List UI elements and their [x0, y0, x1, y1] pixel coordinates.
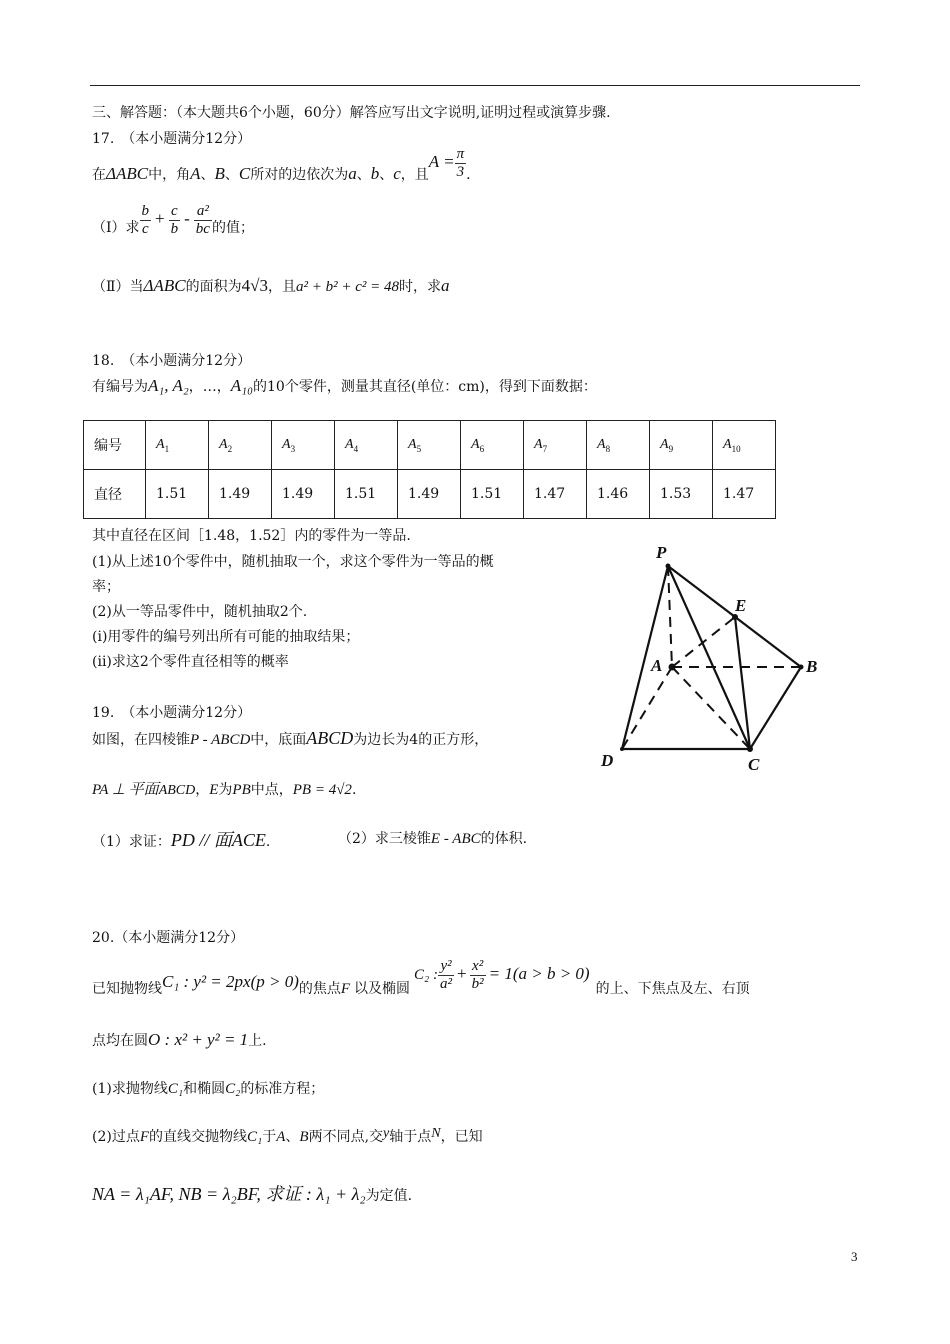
q17-text: 、 — [356, 167, 371, 183]
q20-text: 的标准方程； — [240, 1081, 325, 1097]
q20-curve: C₁ — [247, 1129, 263, 1145]
vertex-A — [669, 664, 676, 671]
q19-text: （2）求三棱锥 — [338, 831, 431, 847]
q17-var: a — [348, 164, 357, 183]
hidden-edge-PA — [668, 566, 672, 667]
q20-part1 — [92, 1078, 324, 1098]
fraction-denominator: b — [170, 220, 179, 237]
label-A: A — [651, 656, 663, 675]
edge-CB — [750, 667, 801, 749]
label-P: P — [656, 543, 667, 562]
q19-pyramid: P - ABCD — [190, 732, 251, 748]
q19-text: 中，底面 — [250, 732, 307, 748]
q19-segment: PB — [232, 782, 251, 798]
q17-angle-lhs: A = — [428, 152, 455, 171]
q17-text: 、 — [200, 167, 215, 183]
parts-table — [83, 420, 776, 519]
q17-var: b — [370, 164, 380, 183]
hidden-edge-AD — [622, 667, 672, 749]
table-cell: $A_1$ — [146, 421, 209, 470]
q18-text: ，…， — [188, 379, 231, 395]
q20-var: N — [431, 1126, 441, 1141]
table-cell: 1.49 — [209, 470, 272, 519]
label-D: D — [601, 751, 614, 770]
table-cell: $A_5$ — [398, 421, 461, 470]
q20-text: 于 — [262, 1129, 277, 1145]
table-header-cell: 直径 — [84, 470, 146, 519]
q19-var: E — [209, 782, 219, 798]
q20-text: 点均在圆 — [92, 1033, 148, 1049]
q20-line2 — [92, 1030, 267, 1050]
q19-plane: ABCD — [158, 783, 196, 798]
q20-text: 和椭圆 — [183, 1081, 226, 1097]
q17-text: 中，角 — [148, 167, 191, 183]
q20-circle: O : x² + y² = 1 — [148, 1030, 249, 1049]
table-cell: 1.49 — [272, 470, 335, 519]
q20-text: 的焦点 — [298, 981, 341, 997]
q19-base: ABCD — [306, 728, 354, 748]
q19-question1 — [92, 826, 270, 852]
table-cell: $A_3$ — [272, 421, 335, 470]
q20-var: A — [276, 1129, 286, 1145]
table-cell: $A_2$ — [209, 421, 272, 470]
table-row — [84, 470, 776, 519]
q18-text: 有编号为 — [92, 379, 148, 395]
fraction-numerator: x² — [470, 958, 486, 976]
q19-line2 — [92, 778, 356, 799]
table-cell: 1.47 — [524, 470, 587, 519]
header-rule — [90, 85, 860, 86]
pyramid-figure — [590, 540, 830, 780]
q20-text: 两不同点,交 — [308, 1129, 384, 1145]
q17-var: a — [440, 276, 450, 295]
q20-text: 的直线交抛物线 — [149, 1129, 248, 1145]
plus-sign: + — [155, 209, 165, 228]
table-cell: 1.47 — [713, 470, 776, 519]
label-B: B — [806, 657, 818, 676]
q17-condition: a² + b² + c² = 48 — [295, 279, 399, 295]
table-cell: 1.51 — [461, 470, 524, 519]
hidden-edge-AC — [672, 667, 750, 749]
q17-text: 时，求 — [398, 279, 441, 295]
table-cell: $A_8$ — [587, 421, 650, 470]
q17-part2 — [92, 276, 449, 296]
q18-intro — [92, 376, 597, 396]
fraction-numerator: b — [141, 202, 150, 219]
q20-ellipse-rhs: = 1(a > b > 0) — [488, 964, 590, 983]
q18-parts-list: A₁, A₂ — [148, 376, 189, 395]
q20-ratio-expression: NA = λ₁AF, NB = λ₂BF, 求证 : λ₁ + λ₂ — [92, 1184, 366, 1204]
q20-ellipse-label: C₂ : — [414, 967, 439, 983]
section-heading: 三、解答题：（本大题共6个小题，60分）解答应写出文字说明,证明过程或演算步骤. — [92, 105, 611, 121]
q17-part1-label: （Ⅰ）求 — [92, 220, 140, 236]
q17-triangle: ΔABC — [143, 276, 186, 295]
fraction-numerator: π — [456, 145, 465, 162]
q20-text: 轴于点 — [389, 1129, 432, 1145]
fraction-numerator: c — [169, 203, 181, 221]
q17-text: . — [466, 167, 471, 183]
hidden-edge-AE — [672, 617, 735, 667]
q18-part2: (2)从一等品零件中，随机抽取2个. — [92, 604, 308, 620]
q20-title: 20.（本小题满分12分） — [92, 930, 245, 946]
edge-PC — [668, 566, 750, 749]
q17-part1 — [92, 202, 254, 252]
q17-angle-fraction — [455, 146, 467, 181]
table-cell: $A_6$ — [461, 421, 524, 470]
q20-text: 上. — [248, 1033, 267, 1049]
q18-title: 18. （本小题满分12分） — [92, 353, 252, 369]
q19-text: . — [265, 834, 271, 850]
q19-text: . — [351, 782, 357, 798]
q17-text: 在 — [92, 167, 106, 183]
plus-sign: + — [457, 964, 467, 983]
q19-title: 19. （本小题满分12分） — [92, 705, 252, 721]
q20-part3 — [92, 1180, 412, 1206]
table-cell: 1.51 — [335, 470, 398, 519]
q17-text: ，且 — [267, 279, 296, 295]
q19-text: 为 — [218, 782, 233, 798]
vertex-B — [799, 665, 804, 670]
table-cell: $A_9$ — [650, 421, 713, 470]
fraction-denominator: bc — [195, 220, 210, 237]
q19-parallel: PD // 面ACE — [170, 830, 266, 850]
minus-sign: - — [184, 209, 190, 228]
table-cell: $A_{10}$ — [713, 421, 776, 470]
q19-question2 — [338, 828, 527, 848]
q20-var: F — [340, 981, 351, 997]
fraction-denominator: a² — [440, 975, 453, 992]
q17-text: ，且 — [400, 167, 429, 183]
q18-part1: (1)从上述10个零件中，随机抽取一个，求这个零件为一等品的概 — [92, 554, 494, 570]
q17-part1-suffix: 的值； — [211, 220, 254, 236]
page-number: 3 — [851, 1249, 858, 1264]
vertex-P — [666, 564, 671, 569]
fraction-numerator: a² — [194, 203, 212, 221]
table-cell: $A_7$ — [524, 421, 587, 470]
q17-title: 17. （本小题满分12分） — [92, 131, 252, 147]
vertex-D — [620, 747, 624, 751]
q17-var: C — [238, 164, 251, 183]
fraction-numerator: y² — [438, 958, 454, 976]
table-cell: 1.53 — [650, 470, 713, 519]
q17-triangle: ΔABC — [106, 164, 149, 183]
fraction-c-over-b — [169, 203, 181, 238]
q20-text: 为定值. — [365, 1188, 413, 1204]
label-E: E — [735, 596, 747, 615]
q20-var: B — [299, 1129, 309, 1145]
q19-length: PB = 4√2 — [292, 782, 352, 798]
q20-var: y — [383, 1126, 390, 1141]
q17-var: A — [190, 164, 201, 183]
q20-text: (1)求抛物线 — [92, 1081, 168, 1097]
q18-part1-cont: 率； — [92, 579, 120, 595]
q17-part2-label: （Ⅱ）当 — [92, 279, 144, 295]
q18-last-part: A₁₀ — [230, 376, 254, 395]
table-cell: 1.46 — [587, 470, 650, 519]
q20-curve: C₁ — [167, 1081, 184, 1097]
vertex-C — [747, 746, 753, 752]
q20-text: 的上、下焦点及左、右顶 — [595, 981, 750, 997]
q20-curve: C₂ — [225, 1081, 241, 1097]
q18-part2-ii: (ii)求这2个零件直径相等的概率 — [92, 654, 289, 670]
fraction-x2-over-b2 — [470, 958, 486, 993]
fraction-b-over-c — [140, 203, 152, 238]
q19-tetra: E - ABC — [430, 831, 481, 847]
q19-line1 — [92, 728, 488, 749]
q19-text: 的体积. — [480, 831, 528, 847]
q18-part2-i: (i)用零件的编号列出所有可能的抽取结果； — [92, 629, 360, 645]
label-C: C — [748, 755, 760, 774]
q20-text: 以及椭圆 — [354, 981, 411, 997]
q18-note: 其中直径在区间［1.48，1.52］内的零件为一等品. — [92, 528, 411, 544]
table-cell: 1.51 — [146, 470, 209, 519]
fraction-y2-over-a2 — [438, 958, 454, 993]
q17-text: 、 — [379, 167, 394, 183]
q19-text: 如图，在四棱锥 — [92, 732, 190, 748]
q19-text: 为边长为4的正方形， — [353, 732, 489, 748]
edge-EC — [735, 617, 750, 749]
q19-text: ， — [195, 782, 210, 798]
q17-text: 所对的边依次为 — [250, 167, 349, 183]
q17-area: 4√3 — [241, 276, 268, 295]
q17-var: c — [393, 164, 401, 183]
q20-text: (2)过点 — [92, 1129, 140, 1145]
q17-var: B — [214, 164, 225, 183]
q20-part2 — [92, 1126, 483, 1146]
fraction-denominator: c — [141, 220, 149, 237]
q20-parabola: C₁ : y² = 2px(p > 0) — [162, 972, 299, 991]
table-cell: 1.49 — [398, 470, 461, 519]
q20-text: ，已知 — [440, 1129, 483, 1145]
q20-var: F — [139, 1129, 150, 1145]
table-cell: $A_4$ — [335, 421, 398, 470]
q19-text: 中点， — [250, 782, 293, 798]
q17-statement — [92, 145, 471, 198]
fraction-a2-over-bc — [194, 203, 212, 238]
q17-text: 的面积为 — [185, 279, 242, 295]
fraction-denominator: 3 — [456, 163, 465, 180]
table-header-cell: 编号 — [84, 421, 146, 470]
fraction-denominator: b² — [471, 975, 484, 992]
q20-text: 、 — [285, 1129, 300, 1145]
q19-perp: PA ⊥ 平面 — [92, 782, 159, 798]
q17-text: 、 — [224, 167, 239, 183]
q20-text: 已知抛物线 — [92, 981, 162, 997]
q20-line1 — [92, 958, 750, 1018]
table-row — [84, 421, 776, 470]
q19-text: （1）求证： — [92, 834, 171, 850]
q18-text: 的10个零件，测量其直径(单位：cm)，得到下面数据： — [253, 379, 597, 395]
